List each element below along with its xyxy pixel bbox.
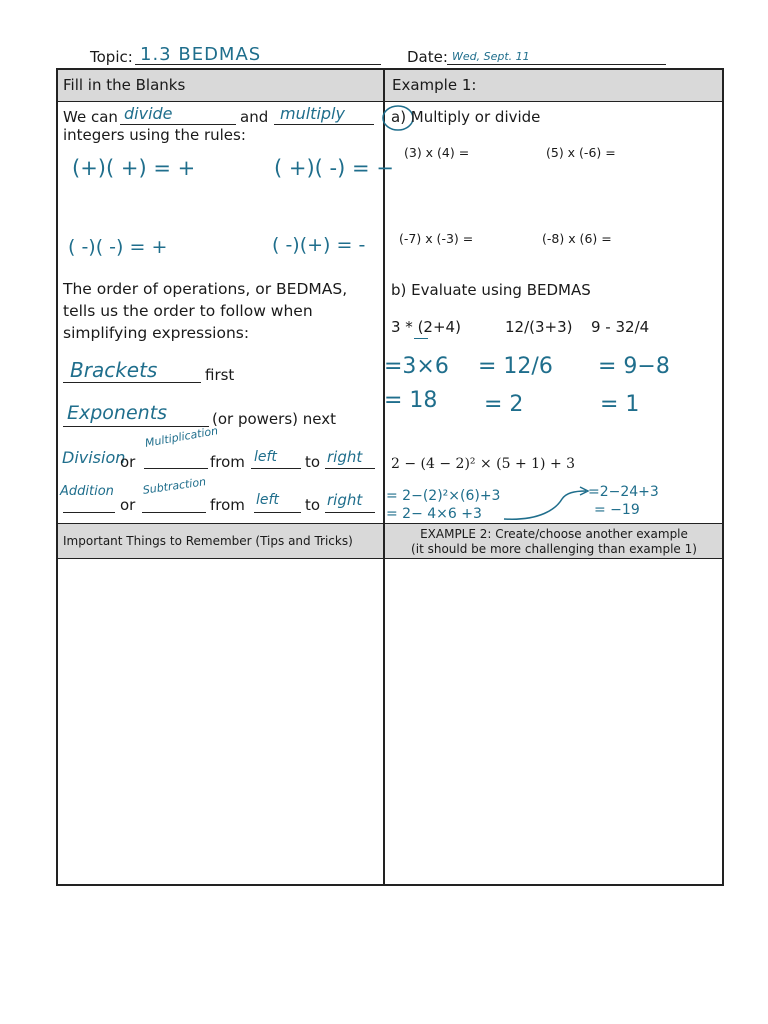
we-can-text: We can <box>63 108 118 126</box>
blank-left-1: left <box>254 449 277 465</box>
blank-addition-line <box>63 512 115 513</box>
right-heading: Example 1: <box>392 76 477 94</box>
order-line-1: The order of operations, or BEDMAS, <box>63 280 348 298</box>
blank-brackets: Brackets <box>70 358 158 382</box>
expr-3: 9 - 32/4 <box>591 318 650 336</box>
blank-brackets-line <box>63 382 201 383</box>
rule-pos-neg: ( +)( -) = − <box>274 156 394 180</box>
work-step-4: = −19 <box>594 502 640 518</box>
rule-pos-pos: (+)( +) = + <box>72 156 196 180</box>
work-step-3: =2−24+3 <box>588 484 659 500</box>
integers-text: integers using the rules: <box>63 126 246 144</box>
blank-multiply-line <box>274 124 374 125</box>
first-text: first <box>205 366 235 384</box>
blank-multiplication-line <box>144 468 208 469</box>
part-a-label: a) Multiply or divide <box>391 108 541 126</box>
blank-left-1-line <box>251 468 301 469</box>
rule-neg-pos: ( -)(+) = - <box>272 234 366 256</box>
date-value: Wed, Sept. 11 <box>452 50 530 63</box>
step-2b: = 2 <box>484 392 524 417</box>
example2-area[interactable] <box>385 559 722 884</box>
blank-left-2-line <box>254 512 301 513</box>
rule-neg-neg: ( -)( -) = + <box>68 236 168 258</box>
example2-heading-line2: (it should be more challenging than example 1) <box>411 542 697 556</box>
blank-left-2: left <box>256 492 279 508</box>
blank-exponents-line <box>63 426 209 427</box>
step-1a: =3×6 <box>384 354 449 379</box>
table-border-bottom <box>56 884 724 886</box>
order-line-3: simplifying expressions: <box>63 324 250 342</box>
or-text-1: or <box>120 453 136 471</box>
from-text-1: from <box>210 453 245 471</box>
step-3a: = 9−8 <box>598 354 670 379</box>
and-text: and <box>240 108 269 126</box>
example-5xneg6: (5) x (-6) = <box>546 145 616 160</box>
table-border-right <box>722 68 724 886</box>
step-2a: = 12/6 <box>478 354 553 379</box>
powers-next-text: (or powers) next <box>212 410 336 428</box>
step-3b: = 1 <box>600 392 640 417</box>
example-neg7xneg3: (-7) x (-3) = <box>399 231 474 246</box>
blank-divide-line <box>120 124 236 125</box>
blank-multiply: multiply <box>280 104 345 123</box>
blank-right-1-line <box>325 468 375 469</box>
left-heading: Fill in the Blanks <box>63 76 186 94</box>
part-b-label: b) Evaluate using BEDMAS <box>391 281 591 299</box>
blank-right-2: right <box>327 491 363 509</box>
step-1b: = 18 <box>384 388 438 413</box>
topic-value: 1.3 BEDMAS <box>140 44 262 65</box>
blank-right-2-line <box>325 512 375 513</box>
arrow-annotation <box>500 485 596 525</box>
to-text-1: to <box>305 453 321 471</box>
blank-divide: divide <box>124 104 173 123</box>
expr-1: 3 * (2+4) <box>391 318 461 336</box>
expr-1-underline <box>414 338 428 339</box>
date-label: Date: <box>407 48 448 66</box>
long-expression: 2 − (4 − 2)² × (5 + 1) + 3 <box>391 456 576 472</box>
blank-division: Division <box>62 448 126 467</box>
expr-2: 12/(3+3) <box>505 318 573 336</box>
date-underline <box>447 64 666 65</box>
blank-addition: Addition <box>60 484 114 499</box>
tips-heading: Important Things to Remember (Tips and Tricks) <box>63 534 353 548</box>
blank-right-1: right <box>327 448 363 466</box>
example-neg8x6: (-8) x (6) = <box>542 231 612 246</box>
tips-area[interactable] <box>58 559 383 884</box>
blank-subtraction-line <box>142 512 206 513</box>
topic-label: Topic: <box>90 48 133 66</box>
or-text-2: or <box>120 496 136 514</box>
from-text-2: from <box>210 496 245 514</box>
blank-exponents: Exponents <box>67 402 168 424</box>
order-line-2: tells us the order to follow when <box>63 302 313 320</box>
work-step-1: = 2−(2)²×(6)+3 <box>386 488 501 504</box>
work-step-2: = 2− 4×6 +3 <box>386 506 482 522</box>
example-3x4: (3) x (4) = <box>404 145 470 160</box>
topic-underline <box>135 64 381 65</box>
blank-subtraction: Subtraction <box>142 475 207 497</box>
to-text-2: to <box>305 496 321 514</box>
table-divider-2 <box>56 523 724 524</box>
blank-multiplication: Multiplication <box>144 424 219 450</box>
table-border-top <box>56 68 724 70</box>
example2-heading-line1: EXAMPLE 2: Create/choose another example <box>420 527 688 541</box>
